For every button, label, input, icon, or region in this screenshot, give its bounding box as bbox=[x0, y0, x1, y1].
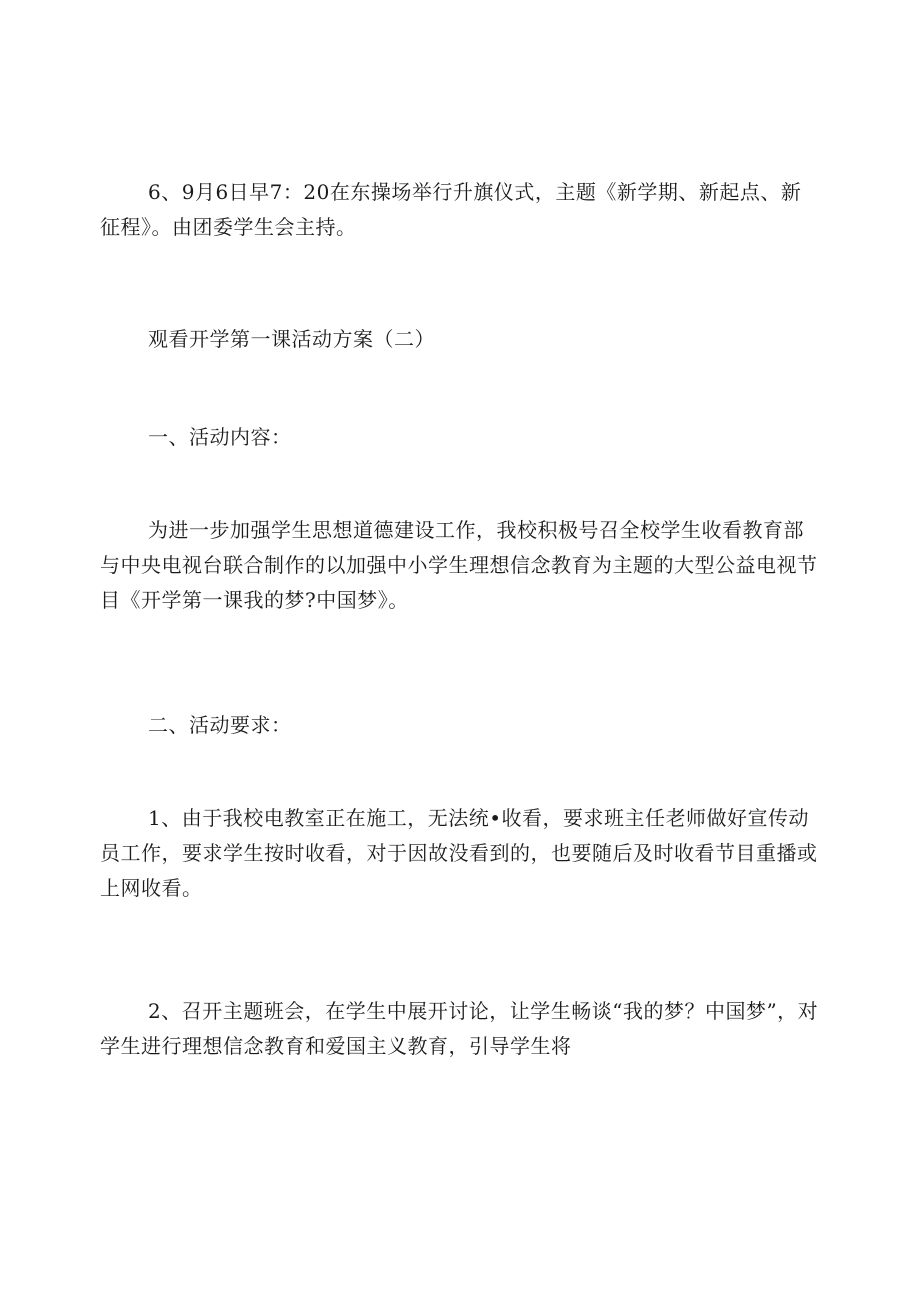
section-title: 观看开学第一课活动方案（二） bbox=[148, 327, 435, 351]
heading-activity-requirements: 二、活动要求： bbox=[148, 713, 292, 737]
paragraph-requirement-2: 2、召开主题班会，在学生中展开讨论，让学生畅谈“我的梦？中国梦”，对学生进行理想信念教育和爱国主义教育，引导学生将 bbox=[100, 999, 819, 1058]
paragraph-requirement-1: 1、由于我校电教室正在施工，无法统•收看，要求班主任老师做好宣传动员工作，要求学生按时收看，对于因故没看到的，也要随后及时收看节目重播或上网收看。 bbox=[100, 806, 818, 900]
paragraph-flag-ceremony: 6、9月6日早7：20在东操场举行升旗仪式，主题《新学期、新起点、新征程》。由团委学生会主持。 bbox=[100, 180, 802, 239]
paragraph-activity-content: 为进一步加强学生思想道德建设工作，我校积极号召全校学生收看教育部与中央电视台联合制作的以加强中小学生理想信念教育为主题的大型公益电视节目《开学第一课我的梦?中国梦》。 bbox=[100, 518, 818, 612]
heading-activity-content: 一、活动内容： bbox=[148, 425, 292, 449]
